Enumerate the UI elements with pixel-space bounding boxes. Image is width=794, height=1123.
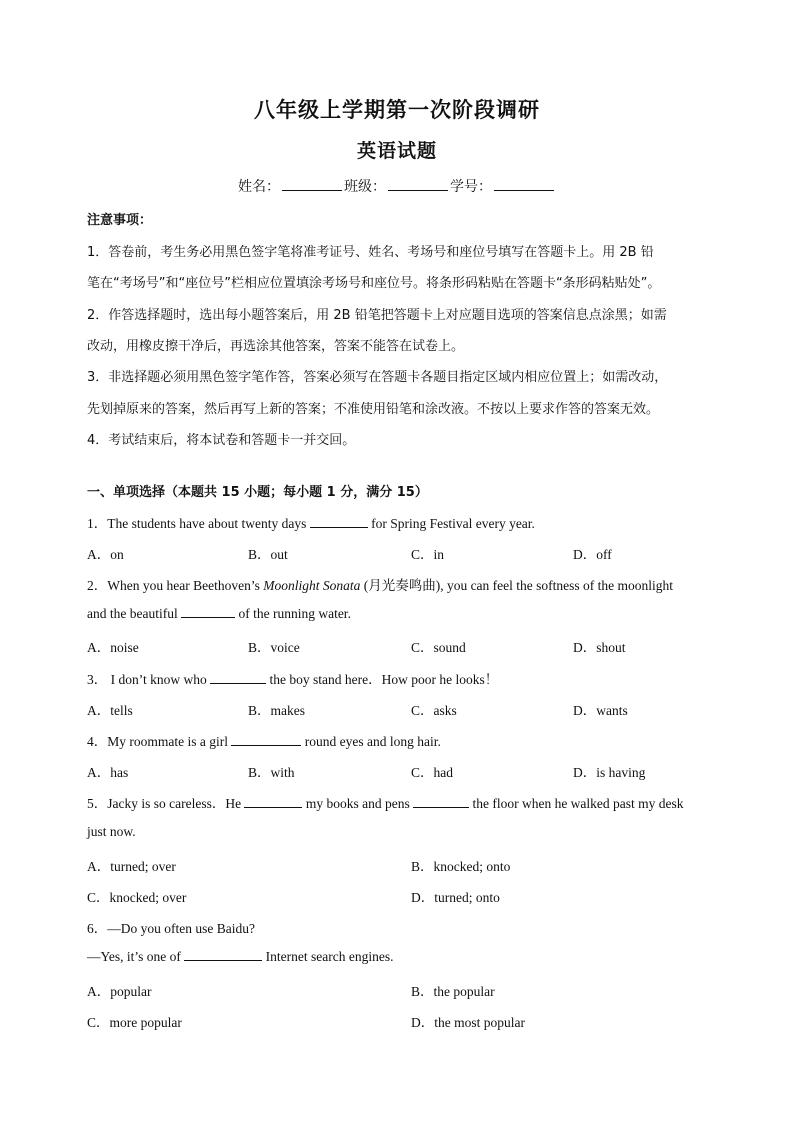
- option-d[interactable]: D．the most popular: [411, 1015, 525, 1030]
- question-5: [87, 792, 727, 812]
- question-2-line-2: [87, 605, 727, 622]
- question-text: of the running water.: [235, 606, 351, 621]
- question-text: Internet search engines.: [262, 949, 394, 964]
- question-text-italic: Moonlight Sonata: [263, 578, 361, 593]
- answer-blank: [413, 795, 469, 808]
- class-label: 班级：: [344, 179, 386, 195]
- answer-blank: [244, 795, 302, 808]
- id-label: 学号：: [450, 179, 492, 195]
- question-text: my books and pens: [302, 796, 414, 811]
- name-label: 姓名：: [238, 179, 280, 195]
- option-c[interactable]: C．knocked; over: [87, 890, 187, 905]
- question-4: [87, 730, 727, 750]
- question-text: round eyes and long hair.: [301, 734, 441, 749]
- question-6-line-2: [87, 948, 727, 965]
- question-2: [87, 574, 727, 594]
- option-c[interactable]: C．had: [411, 765, 453, 780]
- note-line: 3．非选择题必须用黑色签字笔作答，答案必须写在答题卡各题目指定区域内相应位置上；如需改动，: [87, 370, 668, 385]
- option-a[interactable]: A．noise: [87, 640, 139, 655]
- answer-blank: [310, 515, 368, 528]
- option-d[interactable]: D．is having: [573, 765, 646, 780]
- question-text: the floor when he walked past my desk: [469, 796, 684, 811]
- question-text: 1．The students have about twenty days: [87, 516, 310, 531]
- id-blank[interactable]: [494, 178, 554, 191]
- note-line: 先划掉原来的答案，然后再写上新的答案；不准使用铅笔和涂改液。不按以上要求作答的答案无效。: [87, 402, 660, 417]
- question-text: 3． I don’t know who: [87, 672, 211, 687]
- note-line: 改动，用橡皮擦干净后，再选涂其他答案，答案不能答在试卷上。: [87, 339, 465, 354]
- page-title: 八年级上学期第一次阶段调研: [254, 98, 540, 122]
- note-line: 1．答卷前，考生务必用黑色签字笔将准考证号、姓名、考场号和座位号填写在答题卡上。用 2B 铅: [87, 245, 654, 260]
- answer-blank: [210, 671, 266, 684]
- question-text: and the beautiful: [87, 606, 182, 621]
- note-line: 2．作答选择题时，选出每小题答案后，用 2B 铅笔把答题卡上对应题目选项的答案信息点涂黑；如需: [87, 308, 667, 323]
- question-text: 4．My roommate is a girl: [87, 734, 232, 749]
- option-a[interactable]: A．has: [87, 765, 129, 780]
- option-a[interactable]: A．popular: [87, 984, 152, 999]
- question-3: [87, 668, 727, 688]
- question-text: (月光奏鸣曲), you can feel the softness of the moonlight: [360, 578, 674, 593]
- option-b[interactable]: B．out: [248, 547, 288, 562]
- class-blank[interactable]: [388, 178, 448, 191]
- option-d[interactable]: D．wants: [573, 703, 628, 718]
- note-line: 笔在“考场号”和“座位号”栏相应位置填涂考场号和座位号。将条形码粘贴在答题卡“条形码粘贴处”。: [87, 276, 661, 291]
- notes-heading: 注意事项：: [87, 213, 153, 228]
- answer-blank: [231, 733, 301, 746]
- question-text: for Spring Festival every year.: [367, 516, 535, 531]
- name-blank[interactable]: [282, 178, 342, 191]
- option-c[interactable]: C．in: [411, 547, 445, 562]
- question-5-line-2: just now.: [87, 824, 136, 839]
- option-c[interactable]: C．asks: [411, 703, 457, 718]
- option-d[interactable]: D．off: [573, 547, 612, 562]
- option-a[interactable]: A．on: [87, 547, 124, 562]
- option-c[interactable]: C．sound: [411, 640, 466, 655]
- question-1: [87, 512, 727, 532]
- option-d[interactable]: D．turned; onto: [411, 890, 500, 905]
- option-b[interactable]: B．voice: [248, 640, 300, 655]
- page-subtitle: 英语试题: [356, 140, 437, 162]
- option-b[interactable]: B．the popular: [411, 984, 495, 999]
- question-text: 5．Jacky is so careless．He: [87, 796, 245, 811]
- option-a[interactable]: A．turned; over: [87, 859, 176, 874]
- student-info-row: [0, 176, 794, 196]
- option-b[interactable]: B．with: [248, 765, 295, 780]
- note-line: 4．考试结束后，将本试卷和答题卡一并交回。: [87, 433, 356, 448]
- question-text: 2．When you hear Beethoven’s: [87, 578, 264, 593]
- question-text: —Yes, it’s one of: [87, 949, 185, 964]
- option-d[interactable]: D．shout: [573, 640, 626, 655]
- question-6: 6．—Do you often use Baidu?: [87, 921, 255, 936]
- answer-blank: [181, 605, 235, 618]
- option-a[interactable]: A．tells: [87, 703, 133, 718]
- option-c[interactable]: C．more popular: [87, 1015, 182, 1030]
- answer-blank: [184, 948, 262, 961]
- question-text: the boy stand here．How poor he looks！: [266, 672, 499, 687]
- section-heading: 一、单项选择（本题共 15 小题；每小题 1 分，满分 15）: [87, 485, 428, 500]
- option-b[interactable]: B．makes: [248, 703, 305, 718]
- option-b[interactable]: B．knocked; onto: [411, 859, 511, 874]
